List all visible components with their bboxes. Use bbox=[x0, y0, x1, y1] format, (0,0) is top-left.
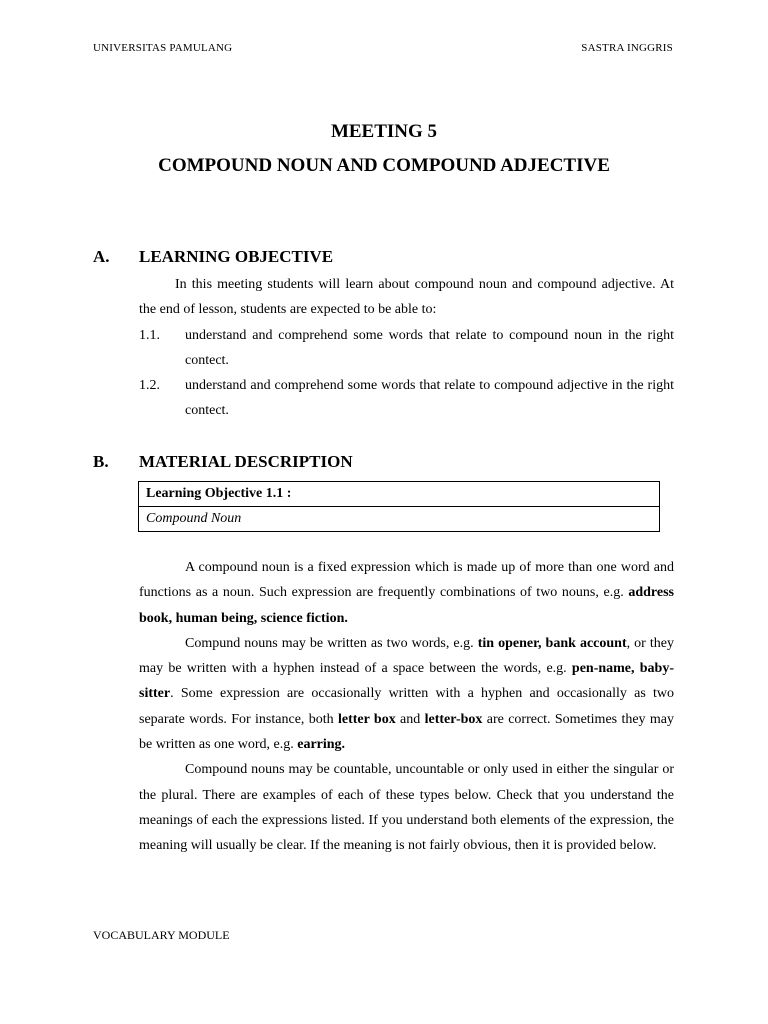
chapter-title: COMPOUND NOUN AND COMPOUND ADJECTIVE bbox=[158, 155, 610, 176]
box-header: Learning Objective 1.1 : bbox=[139, 482, 660, 507]
paragraph-spelling bbox=[139, 631, 674, 757]
paragraph-text: and bbox=[395, 711, 425, 727]
example-terms: earring. bbox=[297, 737, 346, 753]
paragraph-text: A compound noun is a fixed expression which is made up of more than one word and functions as a noun. Such expression are frequently combinations of two nouns, e.g. bbox=[139, 560, 674, 601]
paragraph-text: , or they may be written with a hyphen instead of a space between the words, e.g. bbox=[139, 635, 674, 677]
paragraph-text: are correct. Sometimes they may be written as one word, e.g. bbox=[139, 711, 674, 753]
meeting-title: MEETING 5 bbox=[330, 121, 438, 142]
section-b-heading: MATERIAL DESCRIPTION bbox=[139, 452, 353, 471]
example-terms: address book, human being, science fiction. bbox=[139, 585, 674, 626]
objective-number: 1.1. bbox=[139, 328, 160, 343]
box-subheader: Compound Noun bbox=[139, 507, 660, 532]
objective-text: understand and comprehend some words that relate to compound noun in the right contect. bbox=[185, 328, 674, 369]
header-department: SASTRA INGGRIS bbox=[581, 42, 673, 54]
header-university: UNIVERSITAS PAMULANG bbox=[93, 42, 233, 54]
paragraph-text: . Some expression are occasionally written with a hyphen and occasionally as two separate words. For instance, both bbox=[139, 686, 674, 727]
example-terms: letter box bbox=[337, 711, 396, 727]
section-a-intro bbox=[139, 272, 674, 323]
footer-module: VOCABULARY MODULE bbox=[93, 928, 230, 942]
objective-number: 1.2. bbox=[139, 378, 160, 393]
paragraph-text: Compund nouns may be written as two words, e.g. bbox=[185, 635, 478, 651]
learning-objective-box bbox=[138, 481, 660, 532]
section-b-body bbox=[139, 555, 674, 859]
example-terms: letter-box bbox=[424, 711, 483, 727]
objective-item bbox=[139, 373, 674, 424]
objective-item bbox=[139, 323, 674, 374]
paragraph-definition bbox=[139, 555, 674, 631]
section-b-letter: B. bbox=[93, 452, 109, 471]
section-a-letter: A. bbox=[93, 247, 110, 266]
example-terms: tin opener, bank account bbox=[477, 635, 627, 651]
paragraph-countability: Compound nouns may be countable, uncountable or only used in either the singular or the plural. There are examples of each of these types below. Check that you understand the meanings of each the expressions listed. If you understand both elements of the expression, the meaning will usually be clear. If the meaning is not fairly obvious, then it is provided below. bbox=[139, 762, 674, 854]
section-a-heading: LEARNING OBJECTIVE bbox=[139, 247, 334, 266]
example-terms: pen-name, baby-sitter bbox=[139, 661, 674, 702]
intro-paragraph: In this meeting students will learn about compound noun and compound adjective. At the end of lesson, students are expected to be able to: bbox=[139, 277, 674, 318]
objective-text: understand and comprehend some words that relate to compound adjective in the right contect. bbox=[185, 378, 674, 419]
